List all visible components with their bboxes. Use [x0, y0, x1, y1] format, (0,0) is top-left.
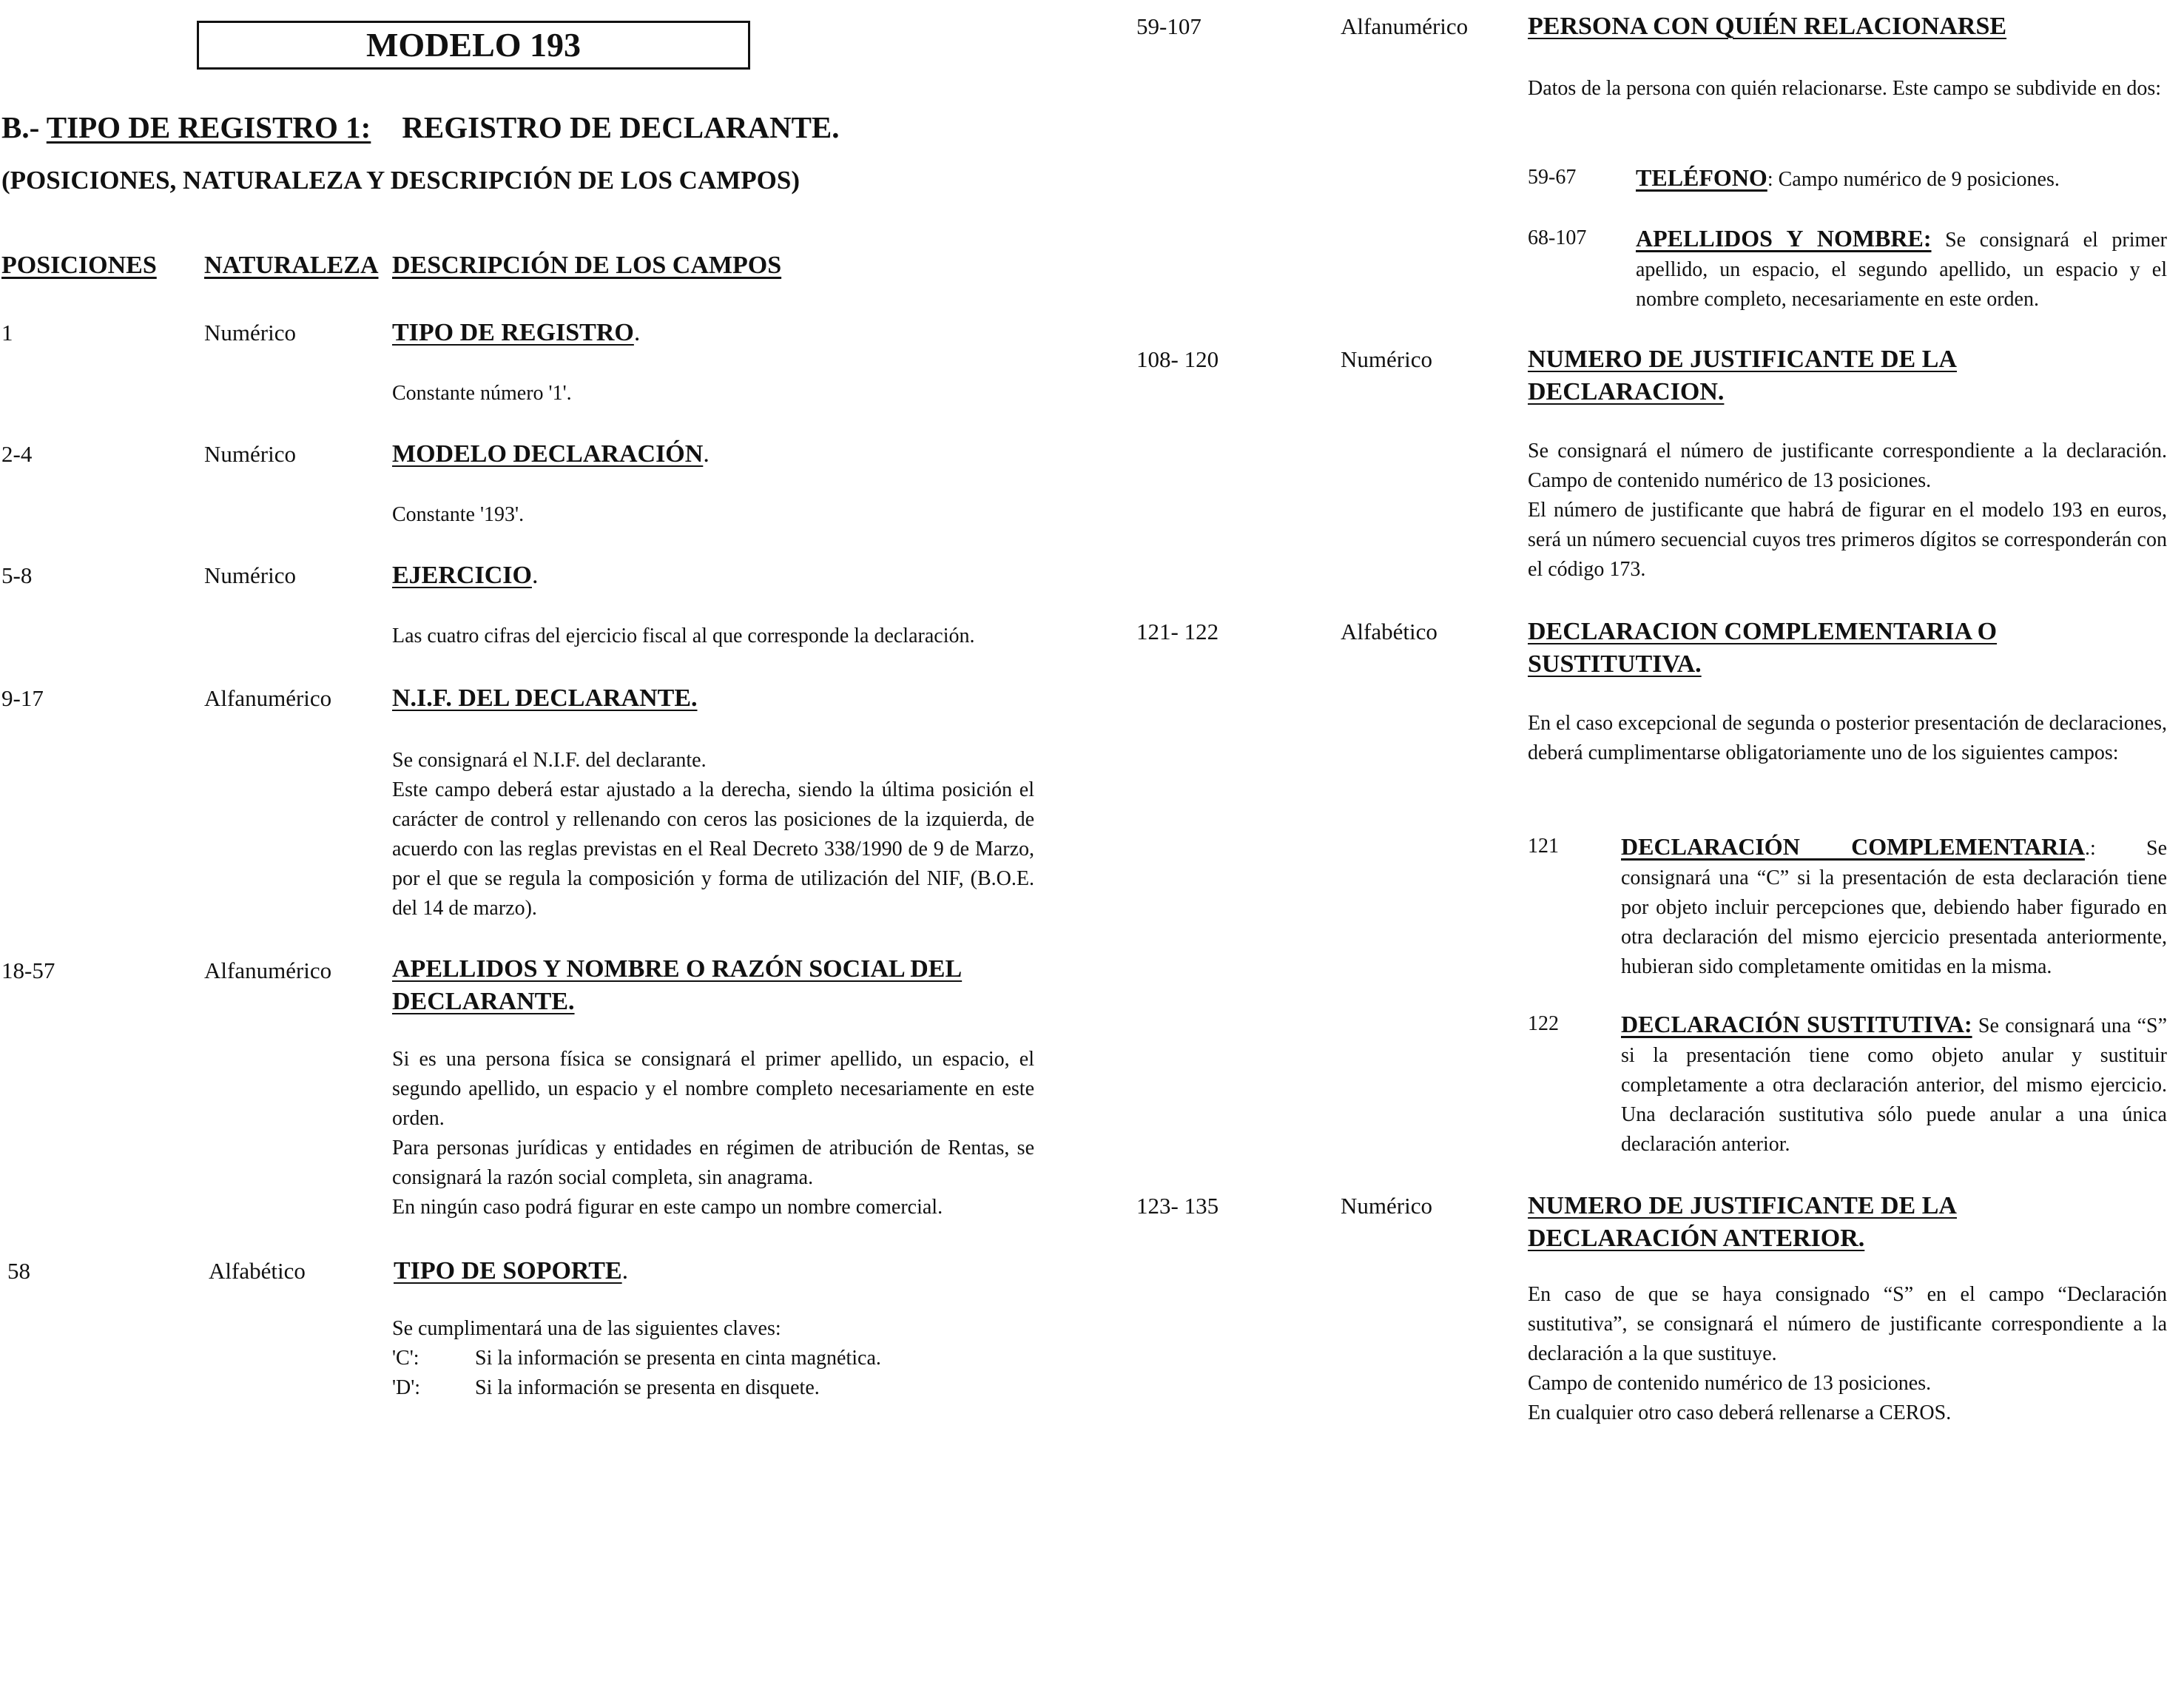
field-nature: Alfanumérico	[1341, 13, 1469, 39]
field-description: Constante '193'.	[392, 503, 525, 526]
field-description: Las cuatro cifras del ejercicio fiscal al que corresponde la declaración.	[392, 625, 975, 647]
field-name: APELLIDOS Y NOMBRE O RAZÓN SOCIAL DEL DECLARANTE.	[392, 955, 963, 1015]
subfield-position: 68-107	[1528, 226, 1587, 249]
field-name: NUMERO DE JUSTIFICANTE DE LA DECLARACIÓN ANTERIOR.	[1528, 1192, 1957, 1252]
record-type-name: REGISTRO DE DECLARANTE.	[402, 110, 840, 144]
field-description: En el caso excepcional de segunda o posterior presentación de declaraciones, deberá cumplimentarse obligatoriamente uno de los siguientes campos:	[1528, 712, 2167, 764]
field-position: 5-8	[1, 562, 33, 588]
field-position: 1	[1, 320, 13, 346]
field-nature: Alfabético	[1341, 619, 1438, 644]
column-header-nature: NATURALEZA	[204, 252, 379, 279]
field-name: MODELO DECLARACIÓN.	[392, 440, 710, 468]
field-name: DECLARACION COMPLEMENTARIA O SUSTITUTIVA.	[1528, 618, 1998, 678]
field-nature: Alfabético	[209, 1258, 306, 1284]
field-name: NUMERO DE JUSTIFICANTE DE LA DECLARACION.	[1528, 346, 1957, 405]
field-description: Se consignará el N.I.F. del declarante. Este campo deberá estar ajustado a la derecha, siendo la última posición el carácter de control y rellenando con ceros las posiciones de la izquierda, de acuerdo con las reglas previstas en el Real Decreto 338/1990 de 9 de Marzo, por el que se regula la composición y forma de utilización del NIF, (B.O.E. del 14 de marzo).	[392, 749, 1034, 920]
clave-item: 'D': Si la información se presenta en disquete.	[392, 1376, 820, 1399]
field-position: 2-4	[1, 441, 33, 467]
column-header-positions: POSICIONES	[1, 252, 157, 279]
field-name: EJERCICIO.	[392, 562, 539, 589]
field-name: N.I.F. DEL DECLARANTE.	[392, 684, 698, 712]
subfield-row	[1528, 223, 2167, 314]
field-position: 9-17	[1, 685, 44, 711]
field-position: 108- 120	[1136, 346, 1219, 372]
field-nature: Numérico	[204, 441, 296, 467]
field-nature: Numérico	[1341, 1193, 1432, 1219]
field-description: Si es una persona física se consignará el primer apellido, un espacio, el segundo apellido, un espacio y el nombre completo necesariamente en este orden. Para personas jurídicas y entidades en régimen de atribución de Rentas, se consignará la razón social completa, sin anagrama. En ningún caso podrá figurar en este campo un nombre comercial.	[392, 1048, 1034, 1219]
subfield-position: 59-67	[1528, 166, 1577, 189]
field-position: 58	[7, 1258, 30, 1284]
column-header-description: DESCRIPCIÓN DE LOS CAMPOS	[392, 252, 782, 279]
field-name: TIPO DE SOPORTE.	[394, 1257, 629, 1285]
field-description: Se cumplimentará una de las siguientes claves: 'C': Si la información se presenta en cinta magnética. 'D': Si la información se presenta en disquete.	[392, 1314, 1034, 1403]
subfield-text: APELLIDOS Y NOMBRE: Se consignará el primer apellido, un espacio, el segundo apellido, un espacio y el nombre completo, necesariamente en este orden.	[1636, 225, 2168, 311]
model-title: MODELO 193	[197, 21, 750, 70]
field-name: PERSONA CON QUIÉN RELACIONARSE	[1528, 13, 2007, 40]
field-description: Constante número '1'.	[392, 382, 572, 405]
field-description: Se consignará el número de justificante correspondiente a la declaración. Campo de contenido numérico de 13 posiciones. El número de justificante que habrá de figurar en el modelo 193 en euros, será un número secuencial cuyos tres primeros dígitos se corresponderán con el código 173.	[1528, 440, 2167, 581]
record-type-label: TIPO DE REGISTRO 1:	[46, 110, 371, 144]
page-subtitle: (POSICIONES, NATURALEZA Y DESCRIPCIÓN DE LOS CAMPOS)	[1, 166, 800, 195]
field-position: 121- 122	[1136, 619, 1219, 644]
subfield-position: 121	[1528, 835, 1559, 858]
field-nature: Alfanumérico	[204, 685, 332, 711]
subfield-text: DECLARACIÓN COMPLEMENTARIA.: Se consignará una “C” si la presentación de esta declaración tiene por objeto incluir percepciones que, debiendo haber figurado en otra declaración del mismo ejercicio presentada anteriormente, hubieran sido completamente omitidas en la misma.	[1621, 833, 2168, 978]
field-description: Datos de la persona con quién relacionarse. Este campo se subdivide en dos:	[1528, 77, 2162, 100]
record-type-prefix: B.-	[1, 110, 47, 144]
subfield-position: 122	[1528, 1012, 1559, 1035]
subfield-text: TELÉFONO: Campo numérico de 9 posiciones.	[1636, 164, 2060, 191]
subfield-text: DECLARACIÓN SUSTITUTIVA: Se consignará una “S” si la presentación tiene como objeto anular y sustituir completamente a otra declaración anterior, del mismo ejercicio. Una declaración sustitutiva sólo puede anular a una única declaración anterior.	[1621, 1011, 2167, 1156]
field-nature: Alfanumérico	[204, 957, 332, 983]
field-position: 59-107	[1136, 13, 1201, 39]
field-nature: Numérico	[204, 562, 296, 588]
subfield-row	[1528, 1009, 2167, 1159]
field-name: TIPO DE REGISTRO.	[392, 319, 641, 346]
field-description: En caso de que se haya consignado “S” en el campo “Declaración sustitutiva”, se consignará el número de justificante correspondiente a la declaración a la que sustituye. Campo de contenido numérico de 13 posiciones. En cualquier otro caso deberá rellenarse a CEROS.	[1528, 1283, 2167, 1424]
field-position: 18-57	[1, 957, 55, 983]
field-position: 123- 135	[1136, 1193, 1219, 1219]
subfield-row	[1528, 832, 2167, 982]
subfield-row	[1528, 163, 2167, 195]
field-nature: Numérico	[204, 320, 296, 346]
clave-item: 'C': Si la información se presenta en cinta magnética.	[392, 1347, 881, 1370]
record-type-heading	[1, 110, 840, 145]
field-nature: Numérico	[1341, 346, 1432, 372]
